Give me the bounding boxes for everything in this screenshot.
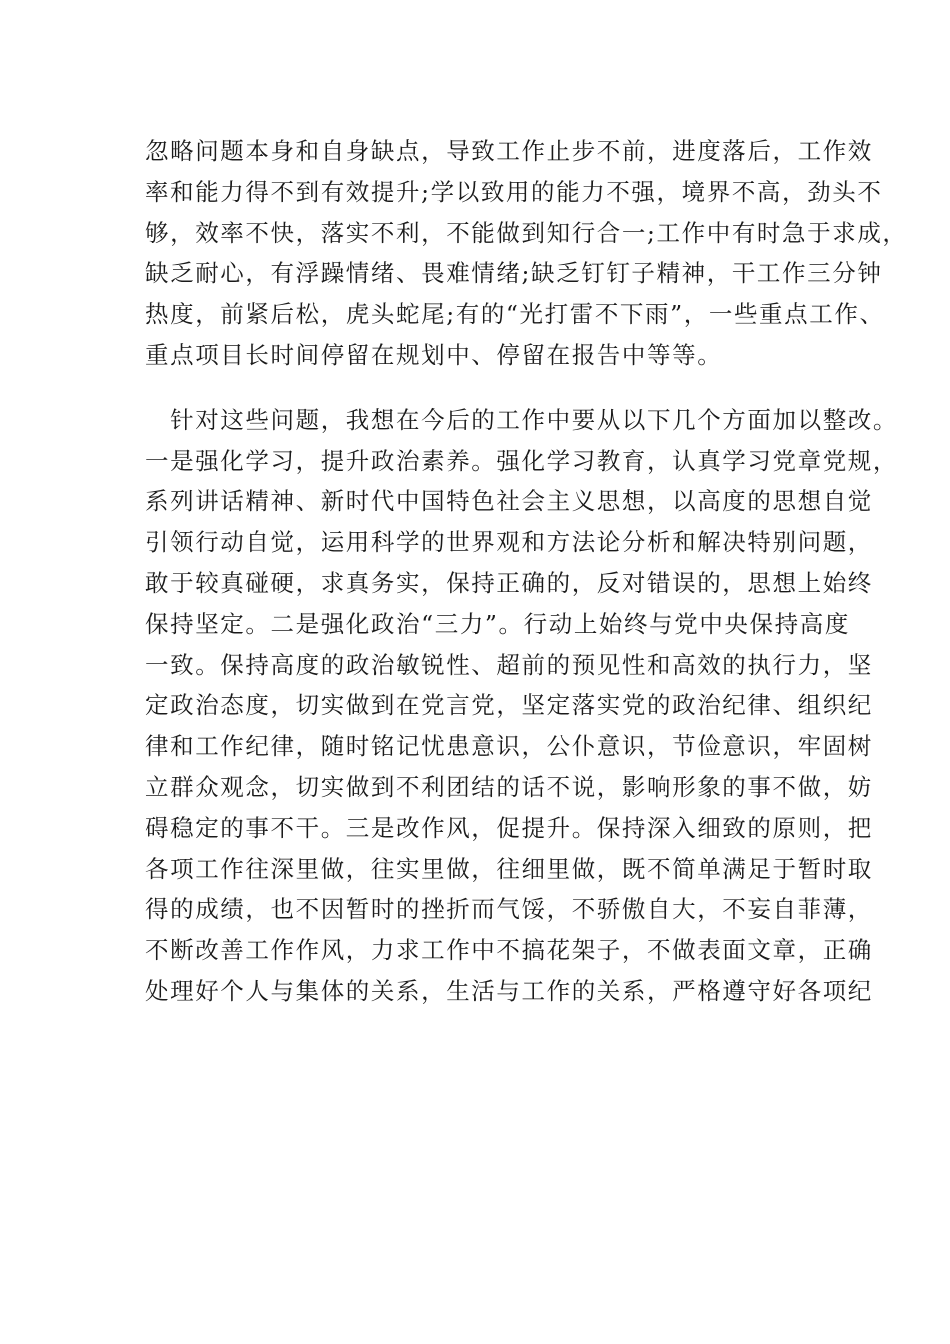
text-line: 处理好个人与集体的关系，生活与工作的关系，严格遵守好各项纪 [145, 976, 873, 1005]
text-line: 立群众观念，切实做到不利团结的话不说，影响形象的事不做，妨 [145, 772, 873, 801]
text-line: 敢于较真碰硬，求真务实，保持正确的，反对错误的，思想上始终 [145, 568, 873, 597]
text-line: 碍稳定的事不干。三是改作风，促提升。保持深入细致的原则，把 [145, 813, 873, 842]
text-line: 一是强化学习，提升政治素养。强化学习教育，认真学习党章党规， [145, 446, 898, 475]
text-line: 针对这些问题，我想在今后的工作中要从以下几个方面加以整改。 [145, 405, 898, 434]
text-line: 定政治态度，切实做到在党言党，坚定落实党的政治纪律、组织纪 [145, 691, 873, 720]
paragraph-2 [145, 400, 898, 1012]
text-line: 一致。保持高度的政治敏锐性、超前的预见性和高效的执行力，坚 [145, 650, 873, 679]
text-line: 够，效率不快，落实不利，不能做到知行合一;工作中有时急于求成， [145, 218, 908, 247]
text-line: 不断改善工作作风，力求工作中不搞花架子，不做表面文章，正确 [145, 936, 873, 965]
text-line: 率和能力得不到有效提升;学以致用的能力不强，境界不高，劲头不 [145, 177, 883, 206]
text-line: 保持坚定。二是强化政治“三力”。行动上始终与党中央保持高度 [145, 609, 850, 638]
text-line: 缺乏耐心，有浮躁情绪、畏难情绪;缺乏钉钉子精神，干工作三分钟 [145, 259, 883, 288]
paragraph-gap [145, 376, 835, 400]
text-line: 忽略问题本身和自身缺点，导致工作止步不前，进度落后，工作效 [145, 137, 873, 165]
text-line: 得的成绩，也不因暂时的挫折而气馁，不骄傲自大，不妄自菲薄， [145, 895, 873, 924]
paragraph-1 [145, 131, 908, 376]
text-line: 重点项目长时间停留在规划中、停留在报告中等等。 [145, 340, 723, 369]
text-line: 律和工作纪律，随时铭记忧患意识，公仆意识，节俭意识，牢固树 [145, 732, 873, 761]
text-line: 各项工作往深里做，往实里做，往细里做，既不简单满足于暂时取 [145, 854, 873, 883]
text-line: 热度，前紧后松，虎头蛇尾;有的“光打雷不下雨”，一些重点工作、 [145, 300, 885, 329]
text-line: 引领行动自觉，运用科学的世界观和方法论分析和解决特别问题， [145, 528, 873, 557]
body-text [145, 131, 908, 1012]
text-line: 系列讲话精神、新时代中国特色社会主义思想，以高度的思想自觉 [145, 487, 873, 516]
